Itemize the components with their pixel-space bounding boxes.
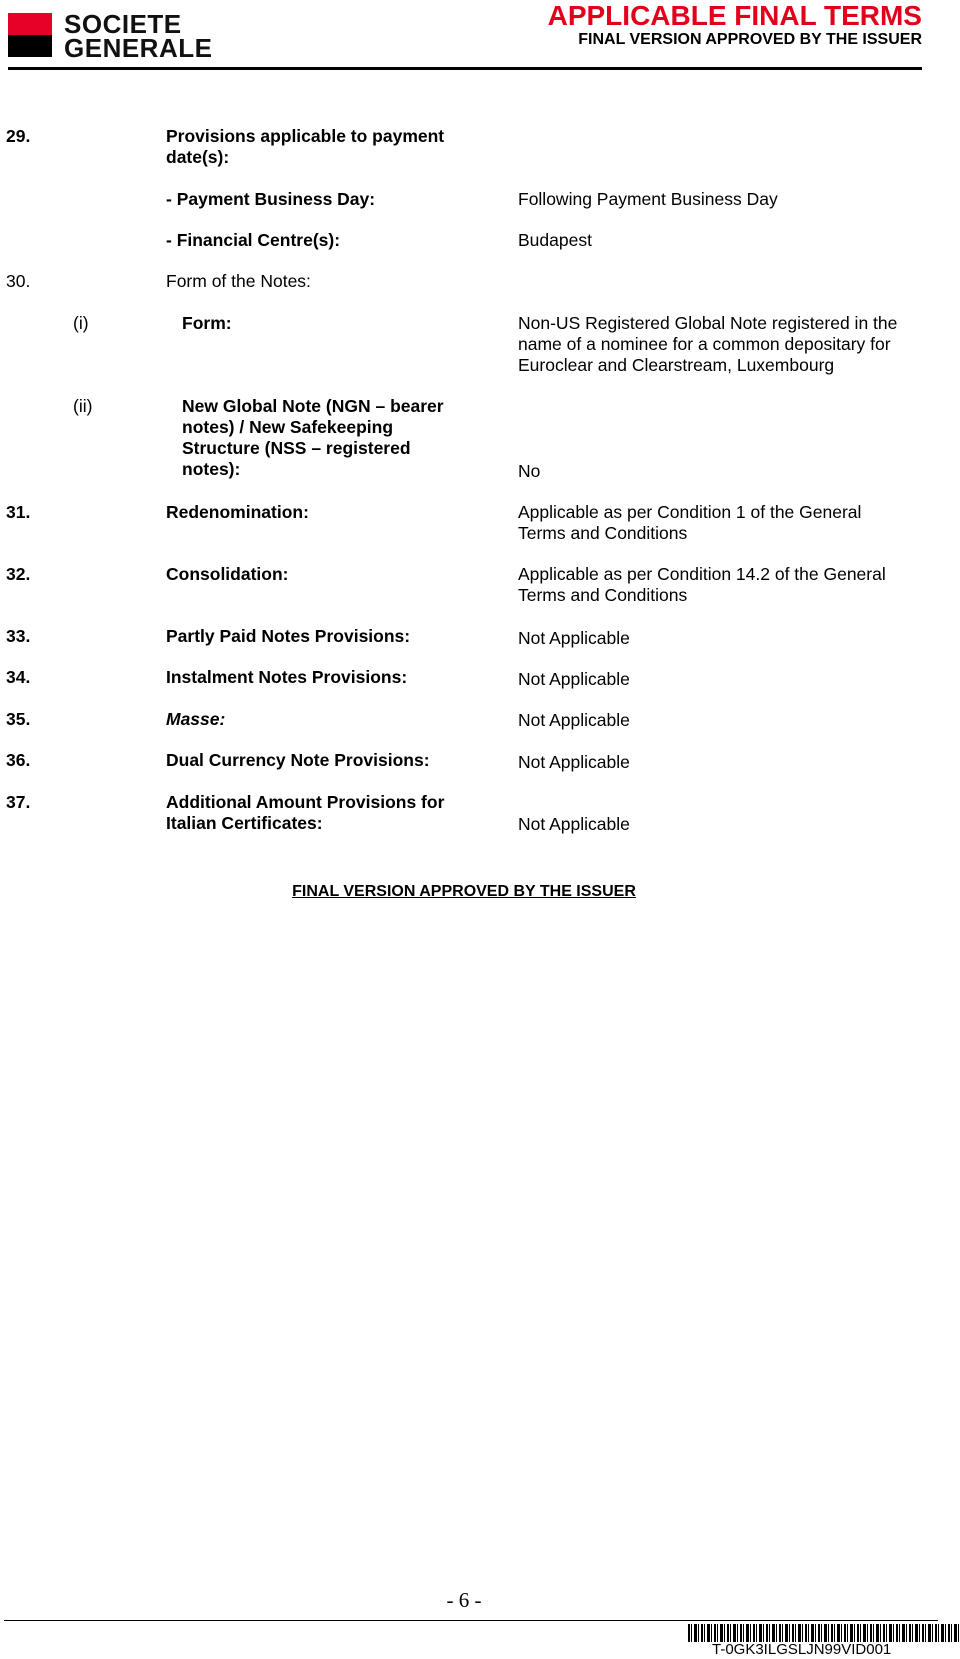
redenomination-value-line1: Applicable as per Condition 1 of the General — [518, 502, 862, 522]
additional-amount-label-line2: Italian Certificates: — [166, 813, 323, 833]
dual-currency-label: Dual Currency Note Provisions: — [166, 750, 430, 770]
ngn-label-line4: notes): — [182, 459, 241, 479]
form-value-line2: name of a nominee for a common depositary for — [518, 334, 891, 354]
ngn-label-line2: notes) / New Safekeeping — [182, 417, 394, 437]
item-29-label-line2: date(s): — [166, 147, 230, 167]
ngn-label-line1: New Global Note (NGN – bearer — [182, 396, 444, 416]
item-37-number: 37. — [6, 792, 31, 812]
redenomination-value-line2: Terms and Conditions — [518, 523, 688, 543]
barcode-icon — [688, 1624, 960, 1642]
page-number: - 6 - — [446, 1588, 482, 1612]
item-29-number: 29. — [6, 126, 31, 146]
consolidation-value-line2: Terms and Conditions — [518, 585, 688, 605]
item-33-number: 33. — [6, 626, 31, 646]
payment-business-day-value: Following Payment Business Day — [518, 189, 778, 209]
consolidation-label: Consolidation: — [166, 564, 289, 584]
item-36-number: 36. — [6, 750, 31, 770]
item-35-number: 35. — [6, 709, 31, 729]
instalment-label: Instalment Notes Provisions: — [166, 667, 408, 687]
item-32-number: 32. — [6, 564, 31, 584]
partly-paid-label: Partly Paid Notes Provisions: — [166, 626, 411, 646]
logo-text-line1: SOCIETE — [64, 9, 182, 39]
masse-value: Not Applicable — [518, 710, 630, 730]
header-subtitle: FINAL VERSION APPROVED BY THE ISSUER — [578, 31, 922, 48]
form-value-line3: Euroclear and Clearstream, Luxembourg — [518, 355, 835, 375]
form-value-line1: Non-US Registered Global Note registered in the — [518, 313, 898, 333]
redenomination-label: Redenomination: — [166, 502, 309, 522]
item-30-label: Form of the Notes: — [166, 271, 311, 291]
ngn-value: No — [518, 461, 541, 481]
form-label: Form: — [182, 313, 232, 333]
final-version-statement: FINAL VERSION APPROVED BY THE ISSUER — [292, 883, 636, 900]
consolidation-value-line1: Applicable as per Condition 14.2 of the General — [518, 564, 886, 584]
item-30-number: 30. — [6, 271, 31, 291]
logo-square-icon — [8, 13, 52, 57]
partly-paid-value: Not Applicable — [518, 628, 630, 648]
header-rule — [8, 67, 922, 70]
masse-label: Masse: — [166, 709, 226, 729]
additional-amount-value: Not Applicable — [518, 814, 630, 834]
payment-business-day-label: - Payment Business Day: — [166, 189, 376, 209]
ngn-label-line3: Structure (NSS – registered — [182, 438, 411, 458]
financial-centres-value: Budapest — [518, 230, 592, 250]
instalment-value: Not Applicable — [518, 669, 630, 689]
footer-rule — [4, 1620, 938, 1621]
additional-amount-label-line1: Additional Amount Provisions for — [166, 792, 445, 812]
item-34-number: 34. — [6, 667, 31, 687]
financial-centres-label: - Financial Centre(s): — [166, 230, 341, 250]
logo-text-line2: GENERALE — [64, 33, 213, 63]
dual-currency-value: Not Applicable — [518, 752, 630, 772]
societe-generale-logo — [8, 9, 230, 63]
header-title: APPLICABLE FINAL TERMS — [547, 0, 922, 31]
document-id: T-0GK3ILGSLJN99VID001 — [712, 1641, 892, 1658]
item-29-label-line1: Provisions applicable to payment — [166, 126, 445, 146]
item-30-sub-i-number: (i) — [73, 313, 89, 333]
item-31-number: 31. — [6, 502, 31, 522]
item-30-sub-ii-number: (ii) — [73, 396, 93, 416]
